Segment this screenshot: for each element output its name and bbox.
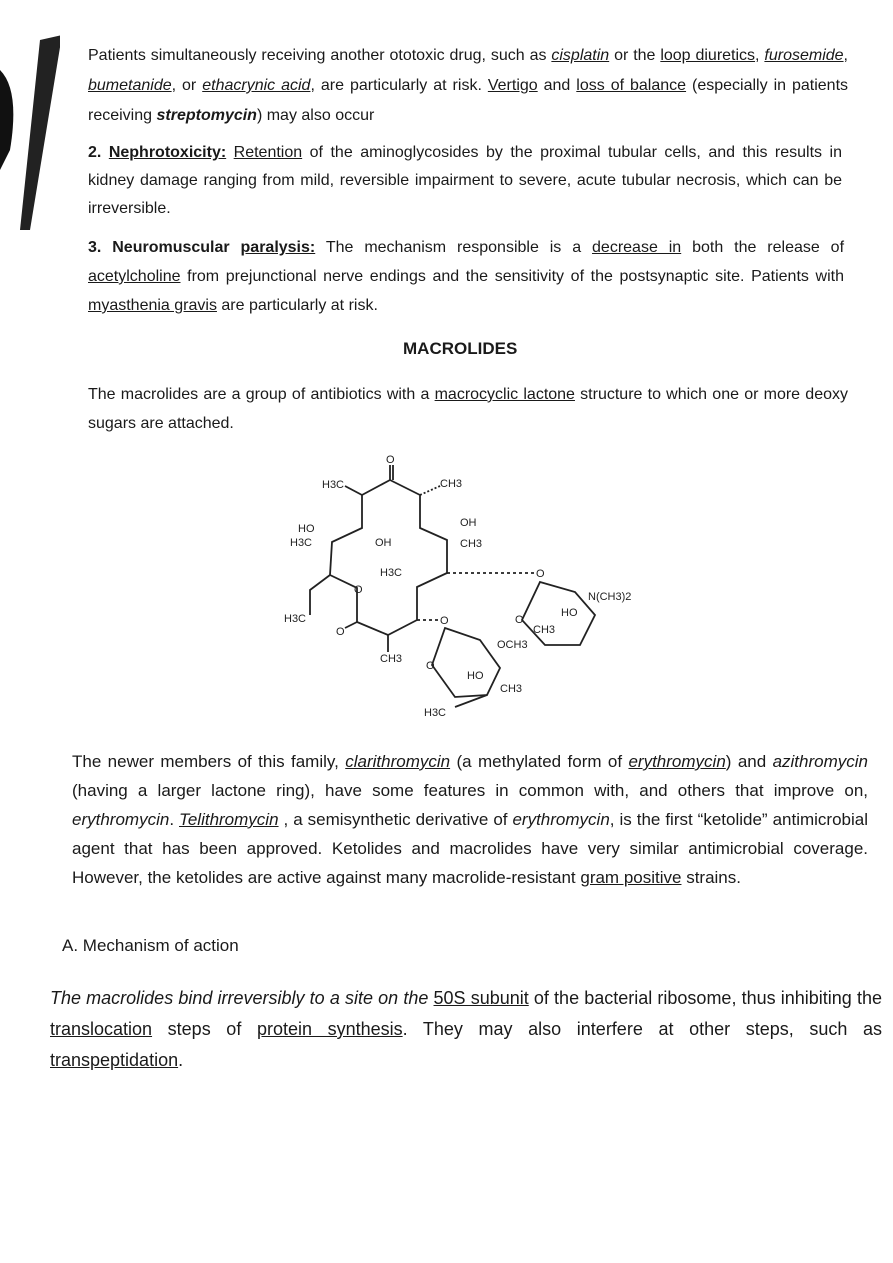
text-segment: The newer members of this family, [72, 752, 346, 771]
text-segment: , [755, 47, 765, 64]
underlined-term: decrease in [592, 239, 682, 256]
label-ch3-sugar2: CH3 [500, 683, 523, 695]
label-o-carbonyl: O [336, 626, 345, 638]
underlined-term: gram positive [580, 868, 682, 887]
underlined-term: Retention [233, 144, 303, 161]
text-segment: strains. [681, 868, 741, 887]
underlined-term: clarithromycin [345, 752, 451, 771]
underlined-term: transpeptidation [50, 1050, 179, 1070]
text-segment: , is the first “ketolide” antimicrobial agent that has been approved. Ketolides and macrolides have very similar antimicrobial coverage. However, the ketolides are active against many macrolide-resistant [72, 810, 868, 887]
text-segment: both the release of [681, 239, 845, 256]
underlined-term: loss of balance [576, 77, 687, 94]
label-ho-left: HO [298, 523, 315, 535]
text-segment: ) may also occur [256, 107, 375, 124]
text-segment: , a semisynthetic derivative of [278, 810, 513, 829]
underlined-term: cisplatin [551, 47, 610, 64]
heading-macrolides: MACROLIDES [403, 339, 518, 358]
underlined-term: 50S subunit [433, 988, 529, 1008]
underlined-term: Telithromycin [179, 810, 279, 829]
label-o-ester: O [354, 584, 363, 596]
label-oh-right: OH [460, 517, 477, 529]
text-segment: of the bacterial ribosome, thus inhibiting the [528, 988, 882, 1008]
label-o-link2: O [440, 615, 449, 627]
label-ch3-sugar1: CH3 [533, 624, 556, 636]
text-segment: (especially in patients receiving [88, 77, 849, 124]
label-o-link1: O [536, 568, 545, 580]
italic-term: The macrolides bind irreversibly to a site on the [50, 988, 434, 1008]
label-ch3-right: CH3 [460, 538, 483, 550]
label-h3c-sugar2: H3C [424, 707, 447, 719]
text-segment: 2. [88, 144, 109, 161]
italic-term: azithromycin [772, 752, 868, 771]
label-ho-sugar2: HO [467, 670, 484, 682]
heading-mechanism-of-action: A. Mechanism of action [62, 936, 239, 955]
underlined-term: Vertigo [487, 77, 538, 94]
underlined-term: erythromycin [628, 752, 726, 771]
text-segment: from prejunctional nerve endings and the sensitivity of the postsynaptic site. Patients with [180, 268, 844, 285]
text-segment: . [169, 810, 180, 829]
label-ho-sugar1: HO [561, 607, 578, 619]
underlined-term: bumetanide [88, 77, 172, 94]
label-n-dimethyl: N(CH3)2 [588, 591, 632, 603]
text-segment: . They may also interfere at other steps, such as [402, 1019, 882, 1039]
underlined-term: myasthenia gravis [88, 297, 217, 314]
text-segment: steps of [152, 1019, 257, 1039]
underlined-term: ethacrynic acid [202, 77, 311, 94]
text-segment: 3. Neuromuscular [88, 239, 241, 256]
text-segment: of the aminoglycosides by the proximal tubular cells, and this results in kidney damage ranging from mild, reversible impairment to severe, acute tubular necrosis, which can be irreversible. [88, 144, 842, 217]
label-h3c-left: H3C [290, 537, 313, 549]
cladinose-sugar-ring [432, 628, 500, 697]
underlined-term: Nephrotoxicity: [108, 144, 227, 161]
text-segment: , [843, 47, 848, 64]
label-o-sugar2: O [426, 660, 435, 672]
text-segment: , or [171, 77, 203, 94]
label-ch3-top: CH3 [440, 478, 463, 490]
text-segment: (a methylated form of [450, 752, 629, 771]
text-segment: structure to which one or more deoxy sugars are attached. [88, 386, 848, 432]
text-segment: , are particularly at risk. [310, 77, 488, 94]
text-segment: and [537, 77, 577, 94]
label-o-top: O [386, 454, 395, 466]
label-ch3-bottom: CH3 [380, 653, 403, 665]
label-och3: OCH3 [497, 639, 528, 651]
italic-term: erythromycin [72, 810, 170, 829]
text-segment: or the [609, 47, 661, 64]
label-oh-inner: OH [375, 537, 392, 549]
underlined-term: protein synthesis [256, 1019, 403, 1039]
text-segment: are particularly at risk. [216, 297, 378, 314]
macrocycle-ring [330, 480, 447, 635]
underlined-term: paralysis: [240, 239, 316, 256]
text-segment: The macrolides are a group of antibiotics with a [88, 386, 435, 403]
italic-term: streptomycin [156, 107, 257, 124]
label-h3c-top: H3C [322, 479, 345, 491]
text-segment: ) and [725, 752, 773, 771]
paragraph-mechanism [50, 983, 882, 1076]
label-h3c-ethyl: H3C [284, 613, 307, 625]
paragraph-newer-members [72, 747, 868, 892]
label-o-sugar1: O [515, 614, 524, 626]
text-segment: (having a larger lactone ring), have some features in common with, and others that improve on, [72, 781, 868, 800]
text-segment: The mechanism responsible is a [315, 239, 593, 256]
label-h3c-inner: H3C [380, 567, 403, 579]
underlined-term: furosemide [764, 47, 844, 64]
underlined-term: acetylcholine [88, 268, 181, 285]
underlined-term: loop diuretics [660, 47, 756, 64]
italic-term: erythromycin [512, 810, 610, 829]
underlined-term: macrocyclic lactone [434, 386, 575, 403]
text-segment: . [178, 1050, 184, 1070]
underlined-term: translocation [50, 1019, 153, 1039]
text-segment: Patients simultaneously receiving another ototoxic drug, such as [88, 47, 552, 64]
